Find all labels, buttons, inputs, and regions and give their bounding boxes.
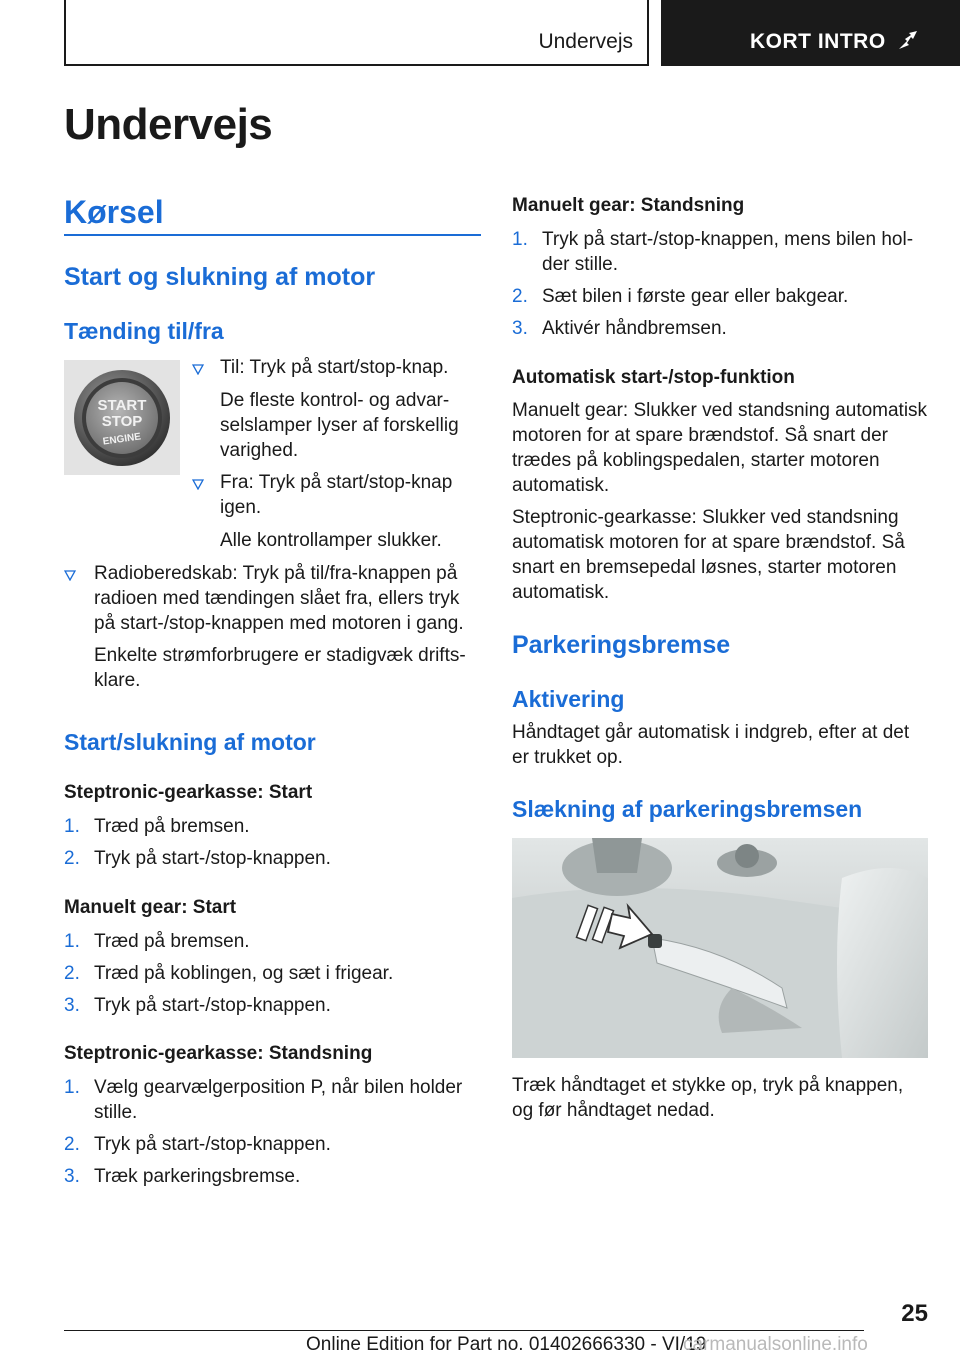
section-tab[interactable] xyxy=(64,0,649,66)
heading-rule xyxy=(64,234,481,236)
paragraph: Manuelt gear: Slukker ved standsning automatisk motoren for at spare brændstof. Så snart der trædes på koblingspedalen, starter motoren automatisk. xyxy=(512,400,928,496)
triangle-bullet-icon xyxy=(192,363,204,375)
list-item-note: Alle kontrollamper slukker. xyxy=(220,530,442,551)
triangle-bullet-icon xyxy=(64,569,76,581)
subheading-steptronic-start: Steptronic-gearkasse: Start xyxy=(64,782,313,803)
step-number: 2. xyxy=(64,963,80,984)
watermark: carmanualsonline.info xyxy=(683,1334,868,1355)
step-text: Træk parkeringsbremse. xyxy=(94,1166,301,1187)
chapter-tab-label: KORT INTRO xyxy=(750,30,886,53)
stop-label: STOP xyxy=(101,413,143,430)
subheading-manual-stop: Manuelt gear: Standsning xyxy=(512,195,745,216)
heading-slaekning: Slækning af parkeringsbremsen xyxy=(512,796,863,822)
list-item: Radioberedskab: Tryk på til/fra-knappen på radioen med tændingen slået fra, ellers tryk på start-/stop-knappen med motoren i gang. xyxy=(94,563,464,634)
list-item-note: Enkelte strømforbrugere er stadigvæk drifts- klare. xyxy=(94,645,466,691)
footer-edition: Online Edition for Part no. 01402666330 - VI/19 xyxy=(306,1334,707,1355)
step-number: 1. xyxy=(512,229,528,250)
start-stop-button-image xyxy=(64,360,180,475)
heading-taending: Tænding til/fra xyxy=(64,318,224,344)
step-number: 1. xyxy=(64,816,80,837)
step-text: Vælg gearvælgerposition P, når bilen holder stille. xyxy=(94,1077,463,1123)
step-text: Sæt bilen i første gear eller bakgear. xyxy=(542,286,849,307)
paragraph: Håndtaget går automatisk i indgreb, efter at det er trukket op. xyxy=(512,722,910,768)
page-number: 25 xyxy=(901,1300,928,1327)
heading-aktivering: Aktivering xyxy=(512,686,625,712)
step-number: 3. xyxy=(64,995,80,1016)
list-item-note: De fleste kontrol- og advar- selslamper lyser af forskellig varighed. xyxy=(220,390,459,461)
engine-label: ENGINE xyxy=(102,431,142,448)
paragraph: Træk håndtaget et stykke op, tryk på knappen, og før håndtaget nedad. xyxy=(512,1075,904,1121)
start-stop-button-illustration xyxy=(64,360,180,475)
step-text: Tryk på start-/stop-knappen. xyxy=(94,848,331,869)
heading-parkeringsbremse: Parkeringsbremse xyxy=(512,631,731,659)
handbrake-illustration xyxy=(512,838,928,1058)
step-number: 1. xyxy=(64,931,80,952)
step-number: 2. xyxy=(64,848,80,869)
step-text: Tryk på start-/stop-knappen, mens bilen hol- der stille. xyxy=(542,229,914,275)
section-tab-label: Undervejs xyxy=(538,30,633,53)
step-number: 2. xyxy=(64,1134,80,1155)
subheading-manual-start: Manuelt gear: Start xyxy=(64,897,237,918)
step-text: Tryk på start-/stop-knappen. xyxy=(94,995,331,1016)
footer-rule xyxy=(64,1330,864,1331)
list-item: Fra: Tryk på start/stop-knap igen. xyxy=(220,472,453,518)
heading-start-slukning: Start/slukning af motor xyxy=(64,729,316,755)
step-text: Træd på koblingen, og sæt i frigear. xyxy=(94,963,394,984)
list-item: Til: Tryk på start/stop-knap. xyxy=(220,357,449,378)
flash-icon xyxy=(897,29,919,51)
step-text: Aktivér håndbremsen. xyxy=(542,318,727,339)
subheading-steptronic-stop: Steptronic-gearkasse: Standsning xyxy=(64,1043,373,1064)
step-number: 3. xyxy=(64,1166,80,1187)
step-number: 1. xyxy=(64,1077,80,1098)
heading-start-og-slukning: Start og slukning af motor xyxy=(64,263,376,291)
step-text: Tryk på start-/stop-knappen. xyxy=(94,1134,331,1155)
paragraph: Steptronic-gearkasse: Slukker ved standsning automatisk motoren for at spare brændstof. Så snart en bremsepedal løsnes, starter motoren automatisk. xyxy=(512,507,905,603)
step-text: Træd på bremsen. xyxy=(94,931,250,952)
triangle-bullet-icon xyxy=(192,478,204,490)
start-label: START xyxy=(97,397,147,414)
handbrake-drawing xyxy=(512,838,928,1058)
subheading-auto-start-stop: Automatisk start-/stop-funktion xyxy=(512,367,795,388)
chapter-tab[interactable] xyxy=(661,0,960,66)
page-title: Undervejs xyxy=(64,100,273,149)
heading-korsel: Kørsel xyxy=(64,194,164,230)
step-number: 3. xyxy=(512,318,528,339)
step-number: 2. xyxy=(512,286,528,307)
step-text: Træd på bremsen. xyxy=(94,816,250,837)
